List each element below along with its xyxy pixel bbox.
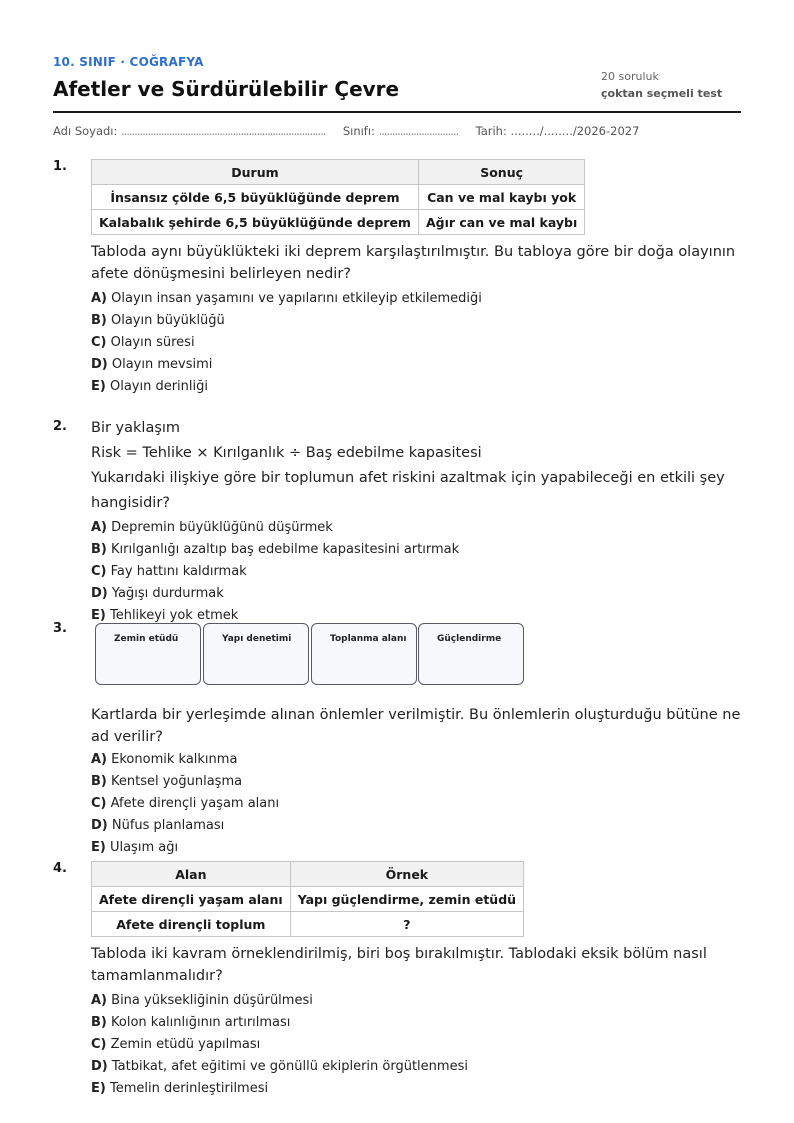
question-stem: Yukarıdaki ilişkiye göre bir toplumun afet riskini azaltmak için yapabileceği en etkili şey hangisidir? xyxy=(91,470,725,511)
option-a[interactable]: A) Depremin büyüklüğünü düşürmek xyxy=(91,520,333,535)
table-cell: Afete dirençli yaşam alanı xyxy=(92,887,291,912)
name-blank[interactable]: ............................................................................. xyxy=(121,124,326,138)
header-divider xyxy=(53,111,741,113)
option-list xyxy=(91,288,741,398)
option-e[interactable]: E) Tehlikeyi yok etmek xyxy=(91,608,239,623)
question-count: 20 soruluk xyxy=(601,70,659,83)
question-stem: Kartlarda bir yerleşimde alınan önlemler verilmiştir. Bu önlemlerin oluşturduğu bütüne ne ad verilir? xyxy=(91,707,741,745)
table-row xyxy=(92,210,585,235)
comparison-table xyxy=(91,159,585,235)
subject-label: 10. SINIF · COĞRAFYA xyxy=(53,55,204,69)
table-cell: Afete dirençli toplum xyxy=(92,912,291,937)
option-list xyxy=(91,749,741,859)
option-b[interactable]: B) Olayın büyüklüğü xyxy=(91,313,225,328)
table-row xyxy=(92,887,524,912)
measure-card: Zemin etüdü xyxy=(95,623,201,685)
option-b[interactable]: B) Kentsel yoğunlaşma xyxy=(91,774,243,789)
test-type: çoktan seçmeli test xyxy=(601,87,723,100)
question-stem: Tabloda aynı büyüklükteki iki deprem karşılaştırılmıştır. Bu tabloya göre bir doğa olayının afete dönüşmesini belirleyen nedir? xyxy=(91,244,736,282)
question-number: 1. xyxy=(53,159,67,174)
option-e[interactable]: E) Olayın derinliği xyxy=(91,379,208,394)
option-list xyxy=(91,990,741,1100)
test-meta xyxy=(601,70,741,100)
name-label: Adı Soyadı: xyxy=(53,124,118,138)
concept-table xyxy=(91,861,524,937)
option-e[interactable]: E) Temelin derinleştirilmesi xyxy=(91,1081,269,1096)
option-d[interactable]: D) Tatbikat, afet eğitimi ve gönüllü ekiplerin örgütlenmesi xyxy=(91,1059,468,1074)
table-cell: İnsansız çölde 6,5 büyüklüğünde deprem xyxy=(92,185,419,210)
question-intro: Bir yaklaşım xyxy=(91,420,181,436)
risk-formula: Risk = Tehlike × Kırılganlık ÷ Baş edebilme kapasitesi xyxy=(91,445,482,461)
option-a[interactable]: A) Bina yüksekliğinin düşürülmesi xyxy=(91,993,313,1008)
table-cell: Can ve mal kaybı yok xyxy=(418,185,584,210)
date-value[interactable]: ......../......../2026-2027 xyxy=(510,124,640,138)
option-a[interactable]: A) Ekonomik kalkınma xyxy=(91,752,238,767)
option-c[interactable]: C) Olayın süresi xyxy=(91,335,195,350)
table-cell: Yapı güçlendirme, zemin etüdü xyxy=(290,887,523,912)
option-b[interactable]: B) Kolon kalınlığının artırılması xyxy=(91,1015,291,1030)
class-blank[interactable]: .............................. xyxy=(378,124,459,138)
measure-card: Toplanma alanı xyxy=(311,623,417,685)
option-c[interactable]: C) Fay hattını kaldırmak xyxy=(91,564,247,579)
measure-cards xyxy=(91,621,531,691)
option-d[interactable]: D) Olayın mevsimi xyxy=(91,357,213,372)
table-row xyxy=(92,185,585,210)
option-e[interactable]: E) Ulaşım ağı xyxy=(91,840,179,855)
option-c[interactable]: C) Zemin etüdü yapılması xyxy=(91,1037,261,1052)
table-header: Sonuç xyxy=(418,160,584,185)
table-row xyxy=(92,912,524,937)
class-label: Sınıfı: xyxy=(342,124,375,138)
measure-card: Güçlendirme xyxy=(418,623,524,685)
option-b[interactable]: B) Kırılganlığı azaltıp baş edebilme kapasitesini artırmak xyxy=(91,542,460,557)
question-number: 3. xyxy=(53,621,67,636)
page-title: Afetler ve Sürdürülebilir Çevre xyxy=(53,77,400,101)
question-number: 4. xyxy=(53,861,67,876)
table-cell: Kalabalık şehirde 6,5 büyüklüğünde deprem xyxy=(92,210,419,235)
student-info-row xyxy=(53,124,741,138)
option-c[interactable]: C) Afete dirençli yaşam alanı xyxy=(91,796,280,811)
option-d[interactable]: D) Nüfus planlaması xyxy=(91,818,225,833)
option-d[interactable]: D) Yağışı durdurmak xyxy=(91,586,224,601)
table-header: Durum xyxy=(92,160,419,185)
table-cell: Ağır can ve mal kaybı xyxy=(418,210,584,235)
date-label: Tarih: xyxy=(475,124,507,138)
measure-card: Yapı denetimi xyxy=(203,623,309,685)
table-cell: ? xyxy=(290,912,523,937)
question-stem: Tabloda iki kavram örneklendirilmiş, biri boş bırakılmıştır. Tablodaki eksik bölüm nasıl tamamlanmalıdır? xyxy=(91,946,707,984)
table-header: Örnek xyxy=(290,862,523,887)
table-header: Alan xyxy=(92,862,291,887)
option-a[interactable]: A) Olayın insan yaşamını ve yapılarını etkileyip etkilemediği xyxy=(91,291,482,306)
question-number: 2. xyxy=(53,419,67,434)
option-list xyxy=(91,517,741,627)
